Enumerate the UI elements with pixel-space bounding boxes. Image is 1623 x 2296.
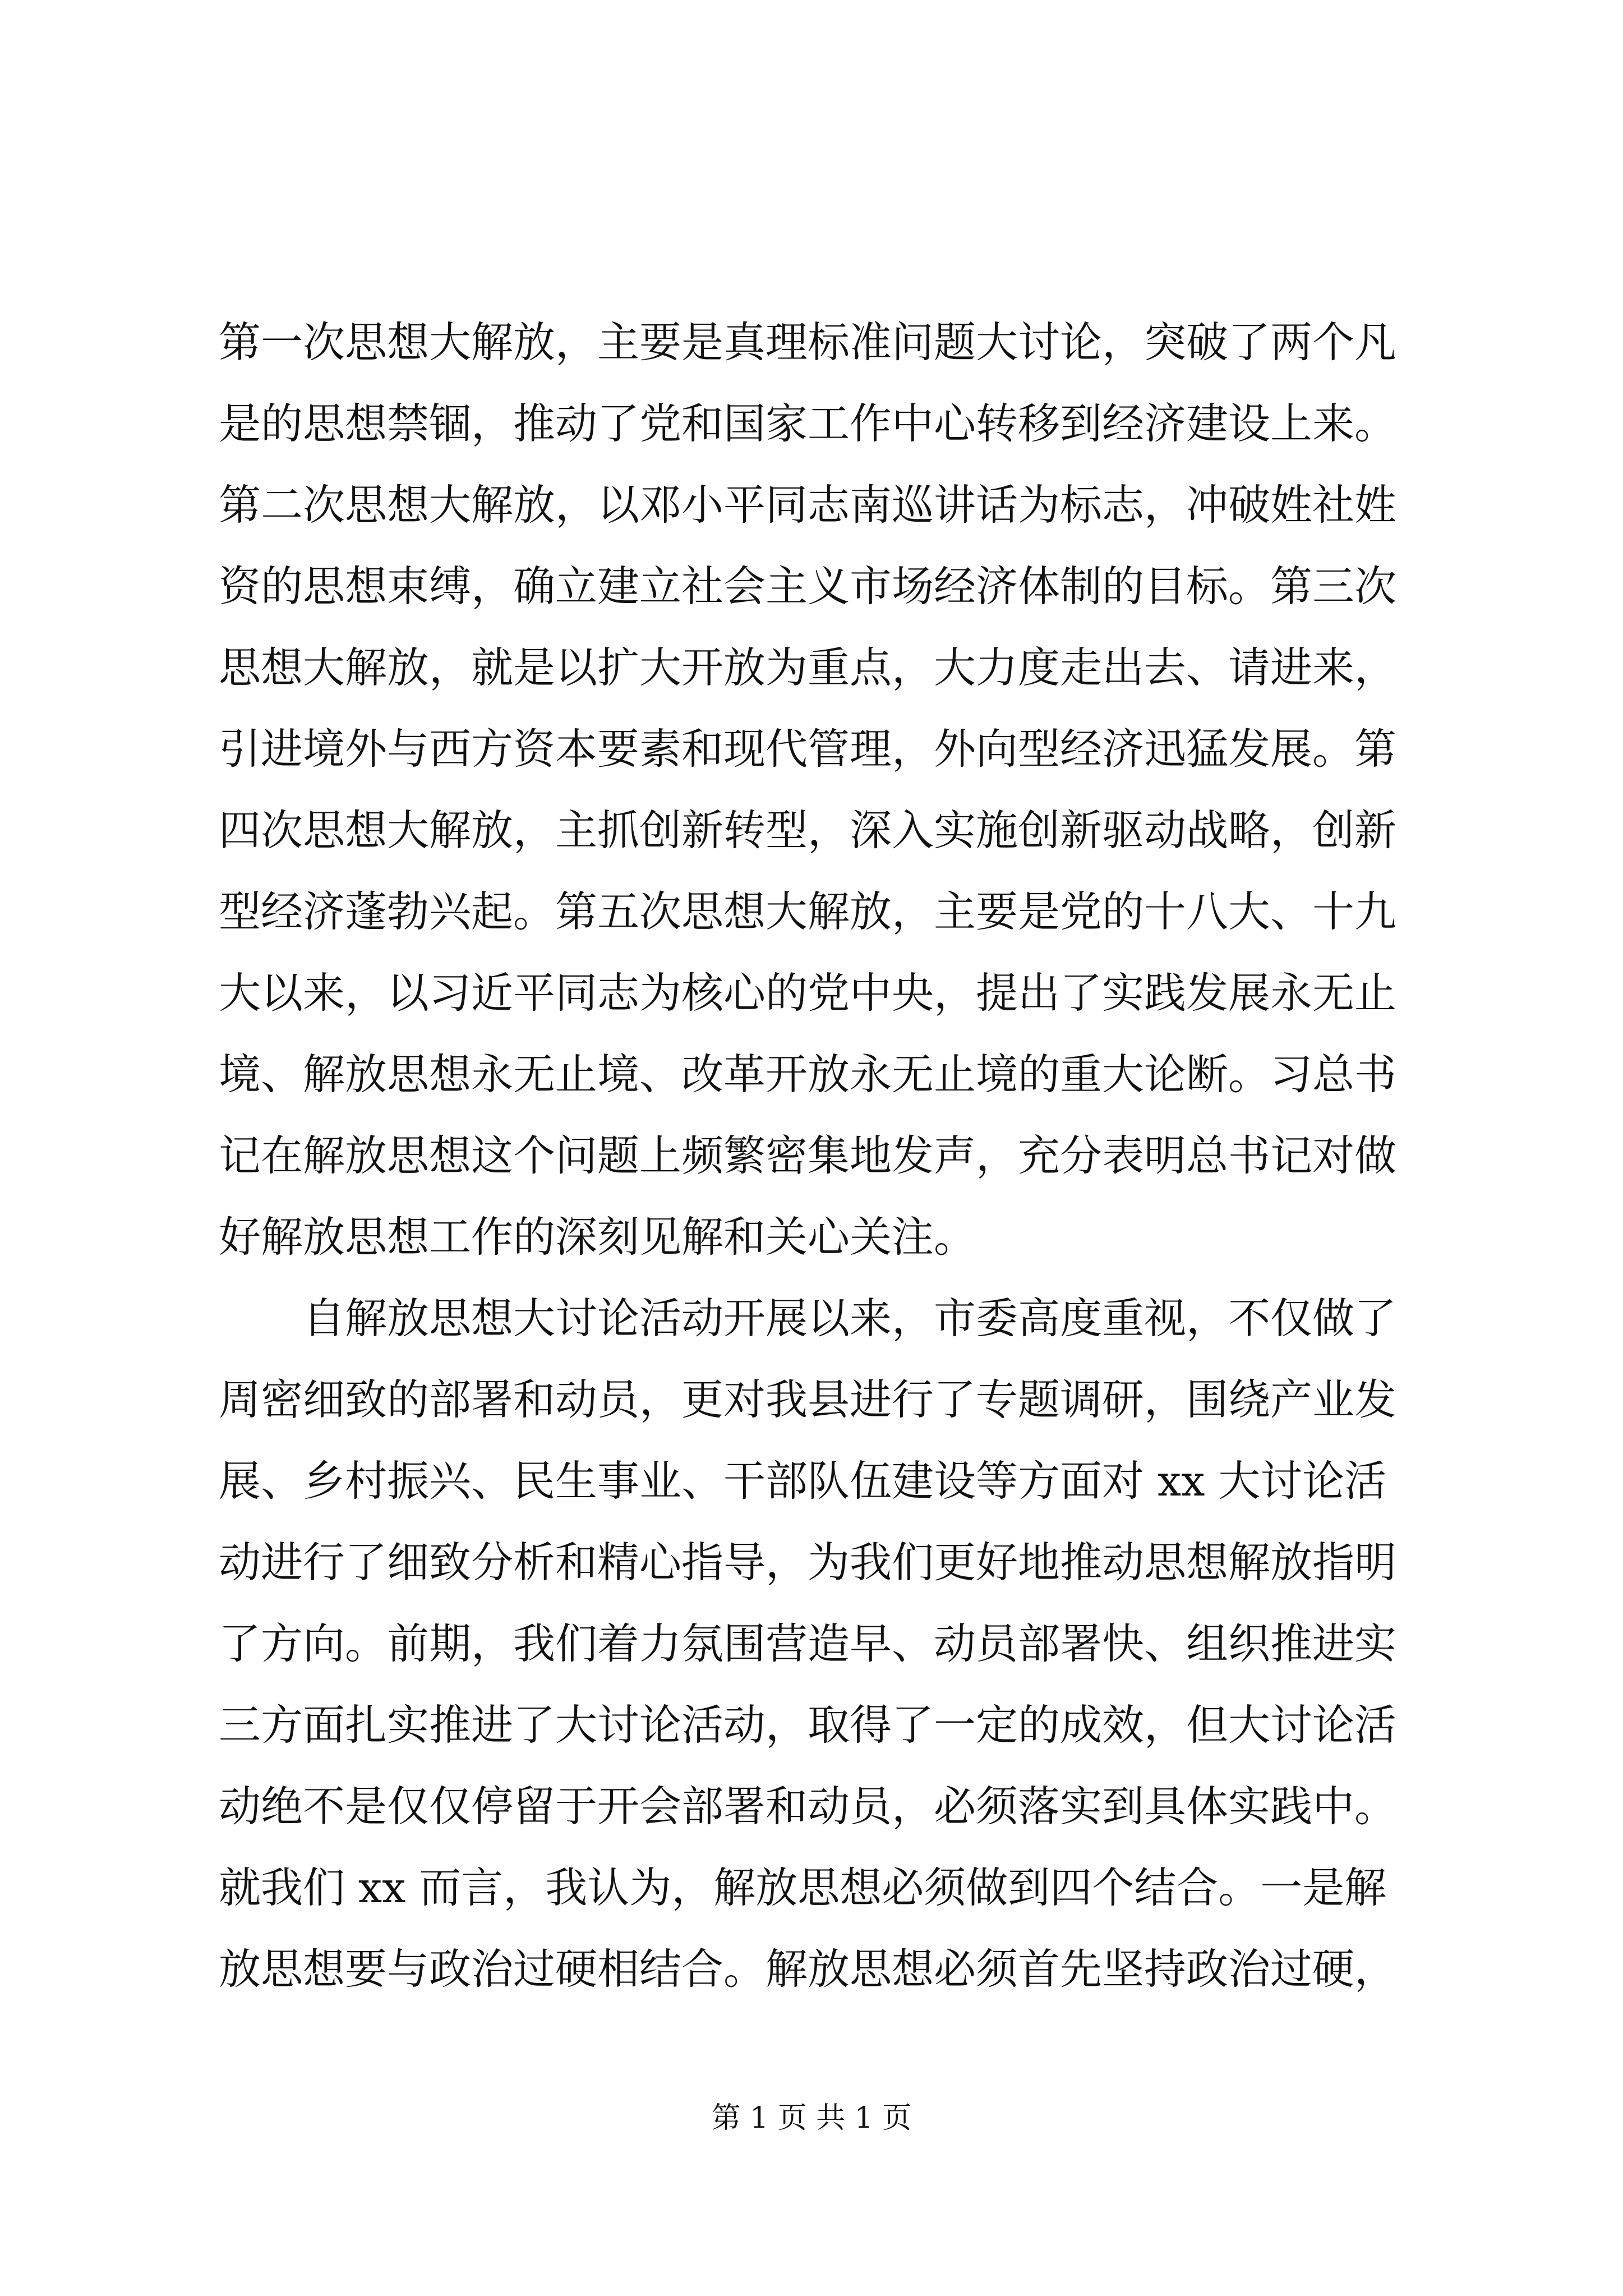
text-line: 动进行了细致分析和精心指导，为我们更好地推动思想解放指明 [219,1538,1397,1587]
text-line: 动绝不是仅仅停留于开会部署和动员，必须落实到具体实践中。 [219,1782,1397,1831]
text-line: 是的思想禁锢，推动了党和国家工作中心转移到经济建设上来。 [219,399,1397,448]
text-line: 引进境外与西方资本要素和现代管理，外向型经济迅猛发展。第 [219,724,1397,774]
paragraph-2 [219,1278,1413,2010]
page-footer [0,2096,1623,2141]
text-line: 第一次思想大解放，主要是真理标准问题大讨论，突破了两个凡 [219,318,1397,367]
text-line: 好解放思想工作的深刻见解和关心关注。 [219,1212,976,1262]
text-line: 型经济蓬勃兴起。第五次思想大解放，主要是党的十八大、十九 [219,887,1397,936]
text-line: 三方面扎实推进了大讨论活动，取得了一定的成效，但大讨论活 [219,1700,1397,1750]
text-line: 资的思想束缚，确立建立社会主义市场经济体制的目标。第三次 [219,562,1397,611]
document-body [219,302,1413,2010]
text-line: 思想大解放，就是以扩大开放为重点，大力度走出去、请进来， [219,643,1397,692]
text-line: 展、乡村振兴、民生事业、干部队伍建设等方面对 xx 大讨论活 [219,1456,1387,1506]
text-line: 就我们 xx 而言，我认为，解放思想必须做到四个结合。一是解 [219,1863,1387,1912]
text-line: 大以来，以习近平同志为核心的党中央，提出了实践发展永无止 [219,968,1397,1018]
text-line-indented: 自解放思想大讨论活动开展以来，市委高度重视，不仅做了 [303,1294,1397,1343]
text-line: 周密细致的部署和动员，更对我县进行了专题调研，围绕产业发 [219,1375,1397,1424]
text-line: 境、解放思想永无止境、改革开放永无止境的重大论断。习总书 [219,1050,1397,1099]
page-number-indicator: 第 1 页 共 1 页 [711,2101,912,2135]
text-line: 了方向。前期，我们着力氛围营造早、动员部署快、组织推进实 [219,1619,1397,1668]
paragraph-1 [219,302,1413,1278]
text-line: 放思想要与政治过硬相结合。解放思想必须首先坚持政治过硬， [219,1944,1397,1994]
text-line: 第二次思想大解放，以邓小平同志南巡讲话为标志，冲破姓社姓 [219,480,1397,530]
text-line: 四次思想大解放，主抓创新转型，深入实施创新驱动战略，创新 [219,806,1397,855]
text-line: 记在解放思想这个问题上频繁密集地发声，充分表明总书记对做 [219,1131,1397,1180]
